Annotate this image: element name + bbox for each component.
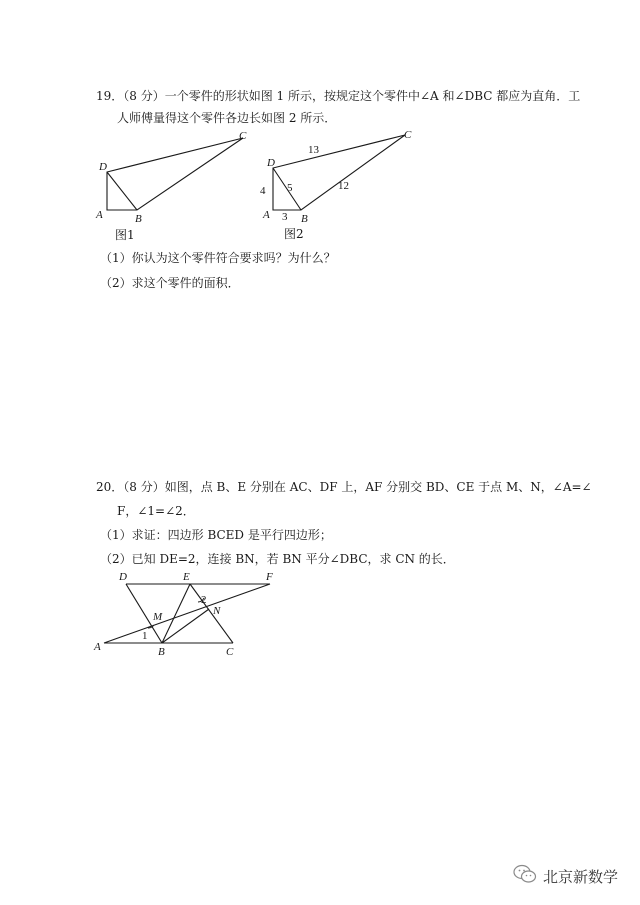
fig20-angle-2: 2 [201,594,207,606]
q20-line-1: 20．（8 分）如图，点 B、E 分别在 AC、DF 上，AF 分别交 BD、CE 于点 M、N，∠A=∠ [96,480,592,494]
watermark [513,866,618,886]
fig2-length-bc: 12 [338,180,349,192]
q19-figure-2-caption: 图2 [284,227,304,241]
fig1-diagonal-db [107,172,137,210]
fig2-length-bd: 5 [287,182,293,194]
fig2-outline [273,135,405,210]
fig20-label-d: D [119,571,127,583]
q19-figure-1-caption: 图1 [115,228,135,242]
fig20-label-f: F [266,571,273,583]
fig2-label-a: A [263,209,270,221]
wechat-icon [513,864,537,888]
fig20-label-e: E [183,571,190,583]
fig1-label-d: D [99,161,107,173]
fig20-label-c: C [226,646,234,658]
fig2-length-ad: 4 [260,185,266,197]
fig1-label-b: B [135,213,142,225]
q19-part-1: （1）你认为这个零件符合要求吗？为什么？ [100,251,336,265]
fig1-label-c: C [239,130,247,142]
q20-part-1: （1）求证：四边形 BCED 是平行四边形； [100,528,332,542]
q20-line-2: F，∠1=∠2． [117,504,195,518]
q20-part-2: （2）已知 DE=2，连接 BN，若 BN 平分∠DBC，求 CN 的长． [100,552,455,566]
fig20-label-b: B [158,646,165,658]
fig20-label-m: M [153,611,163,623]
fig2-label-d: D [267,157,275,169]
q19-line-1: 19．（8 分）一个零件的形状如图 1 所示，按规定这个零件中∠A 和∠DBC 都应为直角．工 [96,89,581,103]
fig2-label-c: C [404,129,412,141]
segment-ce [190,584,233,643]
fig2-label-b: B [301,213,308,225]
q19-part-2: （2）求这个零件的面积． [100,276,240,290]
fig20-label-n: N [213,605,221,617]
fig20-angle-1: 1 [142,630,148,642]
q20-figure [90,568,290,658]
fig20-label-a: A [94,641,101,653]
q19-line-2: 人师傅量得这个零件各边长如图 2 所示． [117,111,337,125]
fig2-length-ab: 3 [282,211,288,223]
q19-figure-1 [90,128,260,228]
fig1-outline [107,138,243,210]
fig2-length-dc: 13 [308,144,319,156]
q19-figure-2 [258,128,428,228]
fig1-label-a: A [96,209,103,221]
segment-af [104,584,270,643]
watermark-text: 北京新数学 [543,867,619,886]
